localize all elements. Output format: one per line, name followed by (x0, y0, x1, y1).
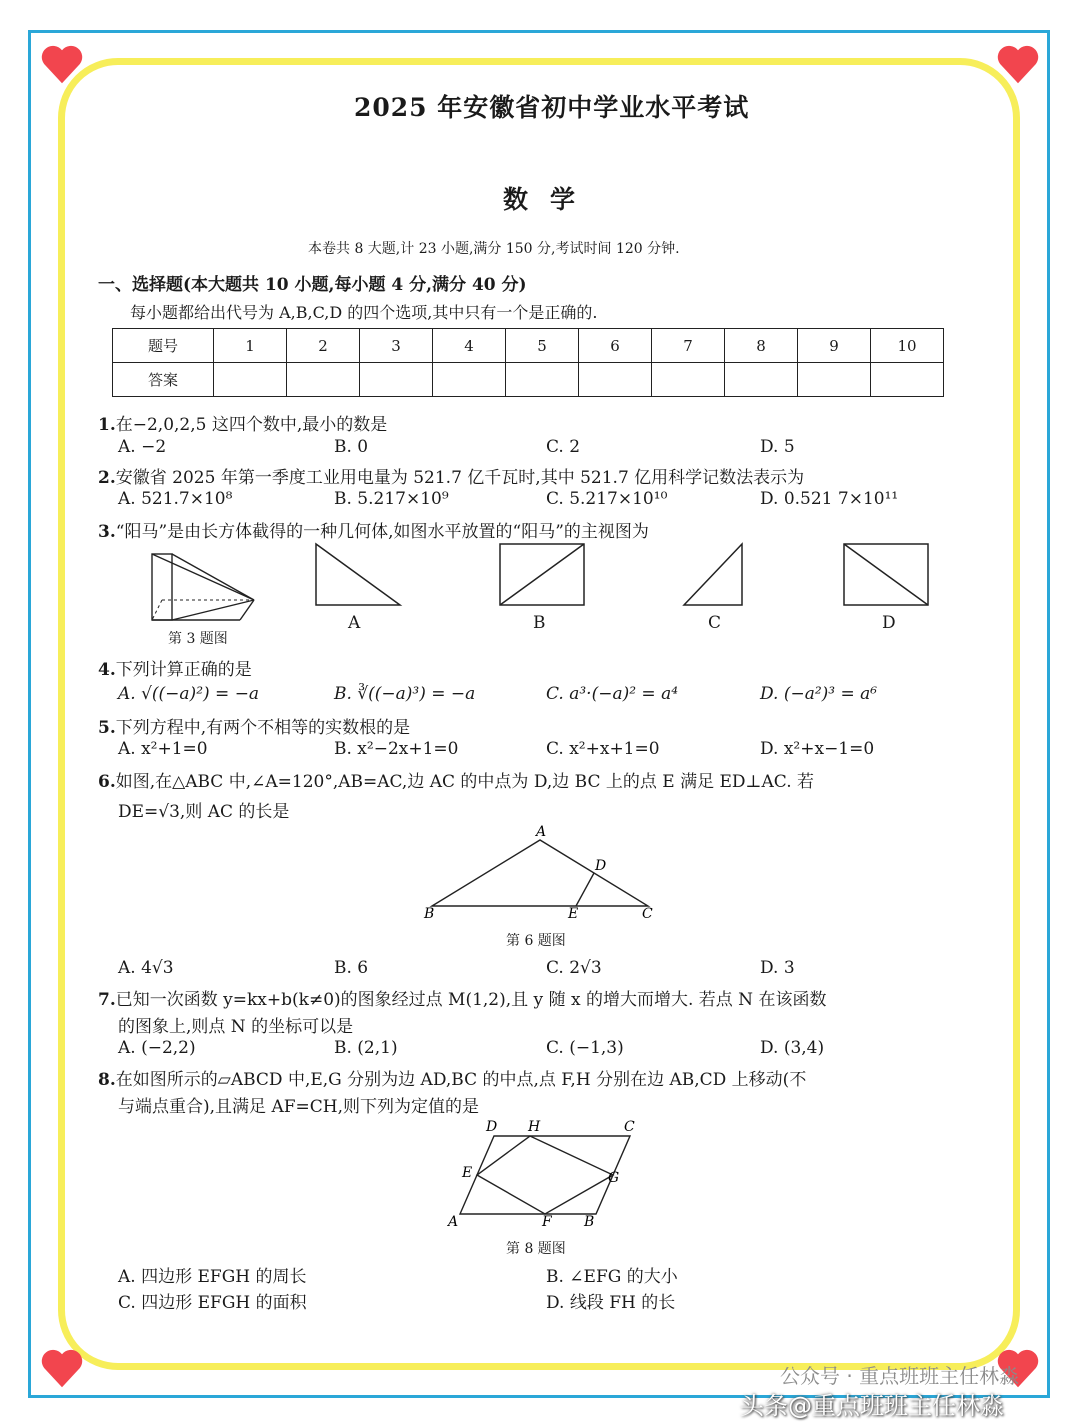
exam-note: 本卷共 8 大题,计 23 小题,满分 150 分,考试时间 120 分钟. (308, 241, 680, 257)
question-text: 已知一次函数 y=kx+b(k≠0)的图象经过点 M(1,2),且 y 随 x 的增大而增大. 若点 N 在该函数 (115, 990, 827, 1010)
question-4 (98, 655, 252, 680)
question-text: “阳马”是由长方体截得的一种几何体,如图水平放置的“阳马”的主视图为 (115, 522, 649, 542)
table-row (113, 329, 944, 363)
figure-3-option-c (682, 542, 748, 608)
table-header-cell: 答案 (113, 363, 214, 397)
answer-cell (506, 363, 579, 397)
point-label: D (486, 1119, 498, 1135)
option: A. 四边形 EFGH 的周长 (118, 1267, 307, 1287)
figure-3-option-b (498, 542, 586, 608)
table-header-cell: 题号 (113, 329, 214, 363)
heart-icon (996, 42, 1040, 86)
question-text: 与端点重合),且满足 AF=CH,则下列为定值的是 (118, 1097, 479, 1117)
table-cell: 2 (287, 329, 360, 363)
option: C. 2 (546, 437, 581, 457)
option: C. x²+x+1=0 (546, 739, 660, 759)
question-text: 安徽省 2025 年第一季度工业用电量为 521.7 亿千瓦时,其中 521.7 亿用科学记数法表示为 (115, 468, 805, 488)
option: D. 0.521 7×10¹¹ (760, 489, 899, 509)
table-cell: 4 (433, 329, 506, 363)
option: B. 6 (334, 958, 369, 978)
point-label: D (595, 858, 607, 874)
question-1 (98, 410, 387, 435)
table-cell: 3 (360, 329, 433, 363)
watermark-source: 头条@重点班班主任林淼 (740, 1392, 1004, 1420)
table-cell: 9 (798, 329, 871, 363)
option: A. 521.7×10⁸ (118, 489, 233, 509)
point-label: C (624, 1119, 635, 1135)
point-label: E (568, 906, 579, 922)
watermark-account: 公众号 · 重点班班主任林淼 (780, 1364, 1020, 1388)
section-heading: 一、选择题(本大题共 10 小题,每小题 4 分,满分 40 分) (98, 275, 527, 295)
point-label: A (536, 824, 547, 840)
figure-8 (440, 1116, 640, 1232)
figure-caption: 第 3 题图 (168, 631, 228, 647)
point-label: A (448, 1214, 459, 1230)
option: C. 5.217×10¹⁰ (546, 489, 668, 509)
question-text: 的图象上,则点 N 的坐标可以是 (118, 1017, 354, 1037)
option: D. (−a²)³ = a⁶ (760, 684, 878, 704)
point-label: B (584, 1214, 595, 1230)
point-label: H (528, 1119, 541, 1135)
page-title: 2025 年安徽省初中学业水平考试 (354, 93, 750, 122)
point-label: F (542, 1214, 552, 1230)
answer-cell (871, 363, 944, 397)
question-text: 下列方程中,有两个不相等的实数根的是 (115, 718, 411, 738)
question-text: 下列计算正确的是 (115, 660, 252, 680)
answer-cell (433, 363, 506, 397)
question-text: 在如图所示的▱ABCD 中,E,G 分别为边 AD,BC 的中点,点 F,H 分别在边 AB,CD 上移动(不 (115, 1070, 807, 1090)
question-number: 5. (98, 718, 116, 738)
question-number: 4. (98, 660, 116, 680)
figure-label: C (708, 613, 722, 633)
option: D. 5 (760, 437, 795, 457)
answer-cell (798, 363, 871, 397)
question-number: 3. (98, 522, 116, 542)
question-text: DE=√3,则 AC 的长是 (118, 802, 290, 822)
option: D. 3 (760, 958, 795, 978)
option: B. 5.217×10⁹ (334, 489, 449, 509)
option: C. (−1,3) (546, 1038, 624, 1058)
question-2 (98, 463, 804, 488)
table-cell: 1 (214, 329, 287, 363)
answer-cell (360, 363, 433, 397)
table-cell: 5 (506, 329, 579, 363)
option: B. 0 (334, 437, 369, 457)
question-7 (98, 985, 826, 1010)
table-row (113, 363, 944, 397)
option: A. (−2,2) (118, 1038, 196, 1058)
subject-title: 数学 (503, 185, 598, 214)
point-label: C (642, 906, 653, 922)
question-number: 6. (98, 772, 116, 792)
option: B. ∛((−a)³) = −a (334, 684, 476, 704)
question-5 (98, 713, 410, 738)
figure-3-option-a (312, 542, 404, 608)
figure-caption: 第 8 题图 (506, 1241, 566, 1257)
point-label: E (462, 1165, 473, 1181)
question-6 (98, 767, 814, 792)
question-3 (98, 517, 649, 542)
option: B. x²−2x+1=0 (334, 739, 459, 759)
figure-caption: 第 6 题图 (506, 933, 566, 949)
section-instruction: 每小题都给出代号为 A,B,C,D 的四个选项,其中只有一个是正确的. (130, 303, 598, 322)
figure-label: B (533, 613, 546, 633)
question-text: 如图,在△ABC 中,∠A=120°,AB=AC,边 AC 的中点为 D,边 BC 上的点 E 满足 ED⊥AC. 若 (115, 772, 815, 792)
option: B. ∠EFG 的大小 (546, 1267, 678, 1287)
option: A. −2 (118, 437, 167, 457)
option: D. x²+x−1=0 (760, 739, 875, 759)
option: B. (2,1) (334, 1038, 398, 1058)
table-cell: 8 (725, 329, 798, 363)
question-number: 7. (98, 990, 116, 1010)
option: D. 线段 FH 的长 (546, 1293, 676, 1313)
figure-label: A (348, 613, 361, 633)
option: A. 4√3 (118, 958, 174, 978)
option: A. x²+1=0 (118, 739, 208, 759)
question-number: 2. (98, 468, 116, 488)
option: A. √((−a)²) = −a (118, 684, 260, 704)
point-label: B (424, 906, 435, 922)
point-label: G (608, 1170, 620, 1186)
table-cell: 6 (579, 329, 652, 363)
answer-cell (652, 363, 725, 397)
question-number: 1. (98, 415, 116, 435)
answer-cell (579, 363, 652, 397)
option: C. 四边形 EFGH 的面积 (118, 1293, 307, 1313)
answer-cell (725, 363, 798, 397)
question-number: 8. (98, 1070, 116, 1090)
figure-6 (420, 822, 660, 924)
option: C. a³·(−a)² = a⁴ (546, 684, 679, 704)
option: C. 2√3 (546, 958, 602, 978)
answer-cell (287, 363, 360, 397)
figure-3-option-d (842, 542, 930, 608)
heart-icon (40, 1346, 84, 1390)
question-text: 在−2,0,2,5 这四个数中,最小的数是 (115, 415, 388, 435)
question-8 (98, 1065, 806, 1090)
heart-icon (40, 42, 84, 86)
answer-cell (214, 363, 287, 397)
figure-3-solid (140, 548, 270, 628)
table-cell: 7 (652, 329, 725, 363)
option: D. (3,4) (760, 1038, 825, 1058)
figure-label: D (882, 613, 896, 633)
answer-table (112, 328, 944, 397)
table-cell: 10 (871, 329, 944, 363)
